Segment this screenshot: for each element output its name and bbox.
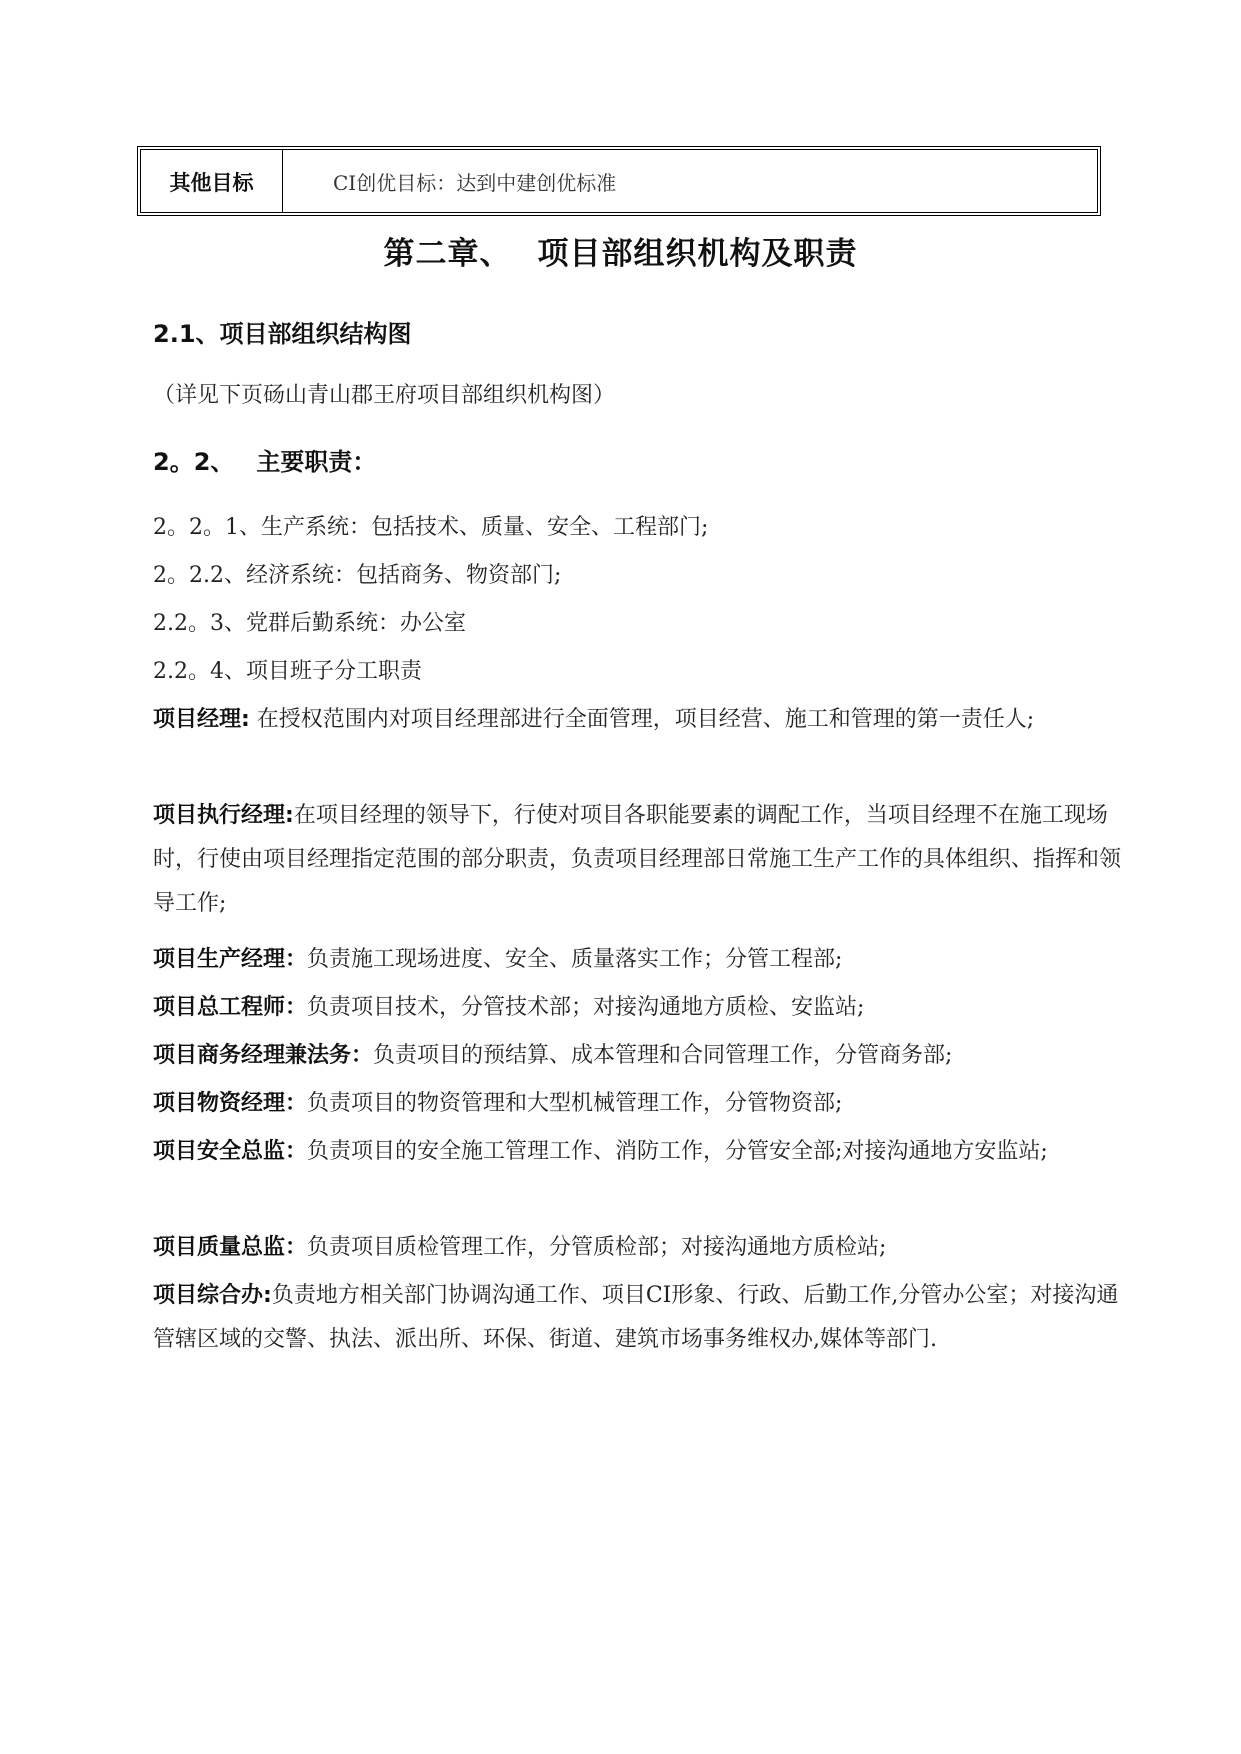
role-term: 项目综合办:	[153, 1283, 272, 1308]
section-2-2-heading	[153, 442, 376, 477]
role-executive-manager	[153, 794, 1128, 926]
role-safety-director	[153, 1130, 1128, 1174]
role-chief-engineer	[153, 986, 1128, 1030]
role-production-manager	[153, 938, 1128, 982]
role-desc: 负责项目技术，分管技术部；对接沟通地方质检、安监站;	[307, 995, 865, 1020]
item-2-2-1: 2。2。1、生产系统：包括技术、质量、安全、工程部门;	[153, 515, 709, 540]
section-2-2-number: 2。2、	[153, 448, 235, 476]
item-2-2-4: 2.2。4、项目班子分工职责	[153, 659, 422, 684]
role-desc: 在授权范围内对项目经理部进行全面管理，项目经营、施工和管理的第一责任人;	[249, 707, 1035, 732]
role-desc: 负责项目质检管理工作，分管质检部；对接沟通地方质检站;	[307, 1235, 887, 1260]
other-goals-row	[140, 149, 1098, 213]
role-desc: 在项目经理的领导下，行使对项目各职能要素的调配工作，当项目经理不在施工现场时，行使由项目经理指定范围的部分职责，负责项目经理部日常施工生产工作的具体组织、指挥和领导工作;	[153, 803, 1122, 916]
role-term: 项目质量总监：	[153, 1235, 308, 1260]
role-desc: 负责地方相关部门协调沟通工作、项目CI形象、行政、后勤工作,分管办公室；对接沟通管辖区域的交警、执法、派出所、环保、街道、建筑市场事务维权办,媒体等部门.	[153, 1283, 1119, 1352]
role-desc: 负责项目的安全施工管理工作、消防工作，分管安全部;对接沟通地方安监站;	[307, 1139, 1048, 1164]
role-term: 项目商务经理兼法务：	[153, 1043, 374, 1068]
role-term: 项目执行经理:	[153, 803, 294, 828]
item-2-2-3: 2.2。3、党群后勤系统：办公室	[153, 611, 466, 636]
section-2-1-note: （详见下页砀山青山郡王府项目部组织机构图）	[153, 383, 616, 408]
chapter-title-text: 项目部组织机构及职责	[537, 236, 858, 272]
other-goals-table	[137, 146, 1101, 216]
role-term: 项目生产经理：	[153, 947, 308, 972]
item-2-2-2: 2。2.2、经济系统：包括商务、物资部门;	[153, 563, 562, 588]
role-desc: 负责施工现场进度、安全、质量落实工作；分管工程部;	[307, 947, 843, 972]
role-quality-director	[153, 1226, 1128, 1270]
role-materials-manager	[153, 1082, 1128, 1126]
chapter-number: 第二章、	[383, 236, 512, 272]
section-2-1-heading: 2.1、项目部组织结构图	[153, 320, 412, 348]
role-term: 项目物资经理：	[153, 1091, 308, 1116]
role-term: 项目经理:	[153, 707, 250, 732]
role-commercial-manager	[153, 1034, 1128, 1078]
other-goals-value: CI创优目标：达到中建创优标准	[333, 170, 617, 195]
role-general-office	[153, 1274, 1128, 1362]
chapter-title	[0, 228, 1241, 273]
role-term: 项目总工程师：	[153, 995, 308, 1020]
other-goals-label: 其他目标	[141, 150, 283, 212]
section-2-2-title: 主要职责：	[256, 448, 377, 476]
role-project-manager	[153, 698, 1128, 742]
role-desc: 负责项目的预结算、成本管理和合同管理工作，分管商务部;	[373, 1043, 953, 1068]
role-term: 项目安全总监：	[153, 1139, 308, 1164]
role-desc: 负责项目的物资管理和大型机械管理工作，分管物资部;	[307, 1091, 843, 1116]
